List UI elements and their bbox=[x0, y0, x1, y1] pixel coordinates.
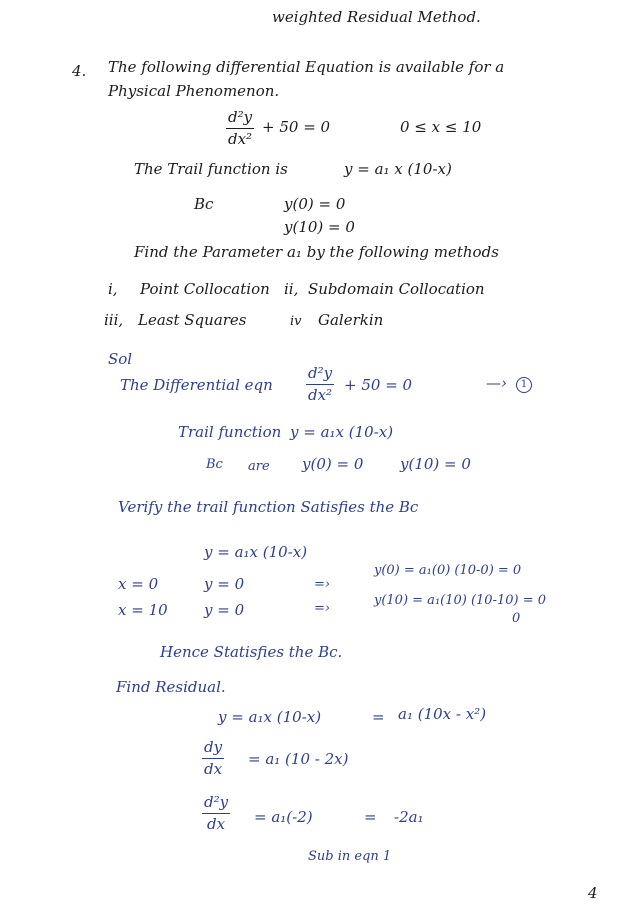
residual-equals: = bbox=[372, 708, 385, 726]
method4-number: iv bbox=[290, 314, 302, 329]
x0-arrow: =› bbox=[314, 577, 331, 592]
d2y-value: -2a₁ bbox=[394, 808, 424, 826]
problem-trial-expression: y = a₁ x (10-x) bbox=[344, 160, 452, 178]
page-title: weighted Residual Method. bbox=[272, 8, 481, 26]
de-label: The Differential eqn bbox=[120, 376, 273, 394]
problem-bc2: y(10) = 0 bbox=[284, 218, 355, 236]
method3-number: iii, bbox=[104, 311, 124, 329]
problem-statement-line2: Physical Phenomenon. bbox=[108, 82, 280, 100]
verify-heading: Verify the trail function Satisfies the Bc bbox=[118, 498, 419, 516]
x10-zero-note: 0 bbox=[512, 611, 521, 626]
x10-label: x = 10 bbox=[118, 601, 168, 619]
hence-statement: Hence Statisfies the Bc. bbox=[160, 643, 343, 661]
method3-label: Least Squares bbox=[138, 311, 247, 329]
x10-calculation: y(10) = a₁(10) (10-10) = 0 bbox=[374, 593, 547, 608]
d2y-denominator: dx bbox=[207, 815, 226, 833]
de-derivative-denominator: dx² bbox=[308, 386, 333, 404]
dy-denominator: dx bbox=[204, 760, 223, 778]
residual-y-expanded: a₁ (10x - x²) bbox=[398, 705, 487, 723]
d2y-dx-fraction bbox=[202, 795, 230, 832]
problem-number: 4. bbox=[72, 62, 87, 80]
method4-label: Galerkin bbox=[318, 311, 384, 329]
problem-domain: 0 ≤ x ≤ 10 bbox=[400, 118, 482, 136]
solution-bc-label: Bc bbox=[206, 457, 223, 472]
x0-y: y = 0 bbox=[204, 575, 245, 593]
problem-bc-label: Bc bbox=[194, 195, 214, 213]
d2y-equals: = bbox=[364, 808, 377, 826]
x0-calculation: y(0) = a₁(0) (10-0) = 0 bbox=[374, 563, 522, 578]
de-rest: + 50 = 0 bbox=[344, 376, 413, 394]
problem-statement-line1: The following differential Equation is available for a bbox=[108, 58, 505, 76]
method1-label: Point Collocation bbox=[140, 280, 270, 298]
method2-label: Subdomain Collocation bbox=[308, 280, 485, 298]
de-arrow: —› bbox=[486, 374, 507, 392]
dy-dx-fraction bbox=[202, 740, 224, 777]
problem-bc1: y(0) = 0 bbox=[284, 195, 346, 213]
problem-derivative-numerator: d²y bbox=[228, 108, 253, 126]
find-residual-heading: Find Residual. bbox=[116, 678, 226, 696]
solution-label: Sol bbox=[108, 350, 133, 368]
d2y-dx-result: = a₁(-2) bbox=[254, 808, 313, 826]
solution-bc2: y(10) = 0 bbox=[400, 455, 471, 473]
substitute-note: Sub in eqn 1 bbox=[308, 849, 392, 864]
page-number: 4 bbox=[588, 884, 598, 902]
problem-derivative bbox=[226, 110, 254, 147]
dy-numerator: dy bbox=[204, 738, 223, 756]
verify-expression: y = a₁x (10-x) bbox=[204, 543, 308, 561]
solution-bc-are: are bbox=[248, 459, 270, 474]
problem-trial-label: The Trail function is bbox=[134, 160, 288, 178]
x0-label: x = 0 bbox=[118, 575, 159, 593]
method2-number: ii, bbox=[284, 280, 299, 298]
dy-dx-result: = a₁ (10 - 2x) bbox=[248, 750, 349, 768]
x10-y: y = 0 bbox=[204, 601, 245, 619]
residual-y: y = a₁x (10-x) bbox=[218, 708, 322, 726]
equation-ref-badge: 1 bbox=[516, 377, 532, 393]
x10-arrow: =› bbox=[314, 601, 331, 616]
de-derivative bbox=[306, 366, 334, 403]
solution-trial-label: Trail function bbox=[178, 423, 282, 441]
problem-equation-rest: + 50 = 0 bbox=[262, 118, 331, 136]
de-derivative-numerator: d²y bbox=[308, 364, 333, 382]
method1-number: i, bbox=[108, 280, 118, 298]
problem-derivative-denominator: dx² bbox=[228, 130, 253, 148]
solution-trial-expression: y = a₁x (10-x) bbox=[290, 423, 394, 441]
d2y-numerator: d²y bbox=[204, 793, 229, 811]
problem-find-parameter: Find the Parameter a₁ by the following methods bbox=[134, 243, 499, 261]
solution-bc1: y(0) = 0 bbox=[302, 455, 364, 473]
